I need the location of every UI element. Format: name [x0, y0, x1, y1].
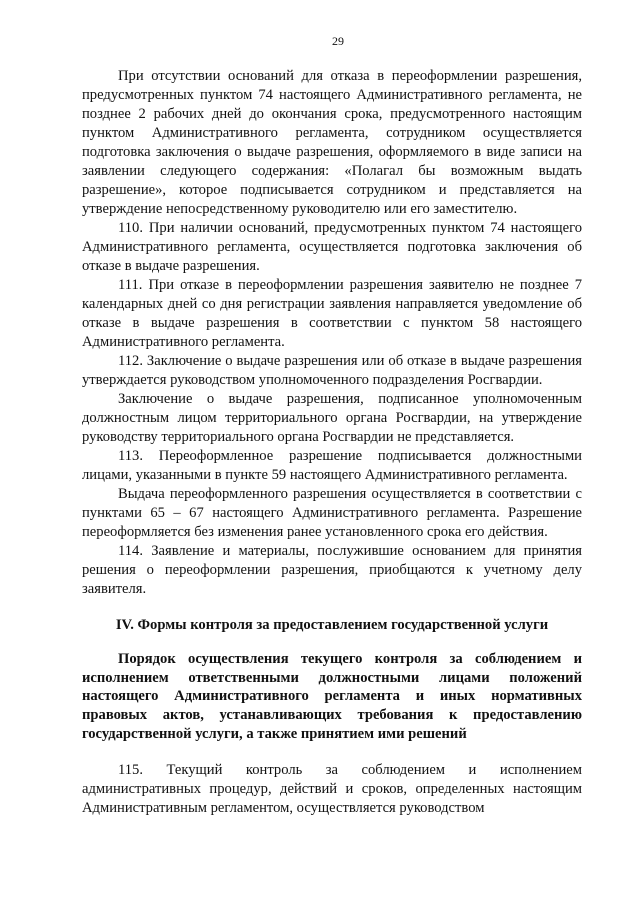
paragraph-112: 112. Заключение о выдаче разрешения или об отказе в выдаче разрешения утверждается руководством уполномоченного подразделения Росгвардии. — [82, 353, 582, 388]
paragraph-refusal-absence: При отсутствии оснований для отказа в переоформлении разрешения, предусмотренных пунктом 74 настоящего Административного регламента, не позднее 2 рабочих дней до окончания срока, предусмотренного настоящим пунктом Административного регламента, сотрудником осуществляется подготовка заключения о выдаче разрешения, оформляемого в виде записи на заявлении следующего содержания: «Полагал бы возможным выдать разрешение», которое подписывается сотрудником и представляется на утверждение непосредственному руководителю или его заместителю. — [82, 68, 582, 217]
paragraph-113: 113. Переоформленное разрешение подписывается должностными лицами, указанными в пункте 59 настоящего Административного регламента. — [82, 448, 582, 483]
paragraph-114: 114. Заявление и материалы, послужившие основанием для принятия решения о переоформлении разрешения, приобщаются к учетному делу заявителя. — [82, 543, 582, 597]
subsection-heading: Порядок осуществления текущего контроля за соблюдением и исполнением ответственными должностными лицами положений настоящего Административного регламента и иных нормативных правовых актов, устанавливающих требования к предоставлению государственной услуги, а также принятием ими решений — [82, 651, 582, 742]
paragraph-115: 115. Текущий контроль за соблюдением и исполнением административных процедур, действий и сроков, определенных настоящим Административным регламентом, осуществляется руководством — [82, 761, 582, 816]
paragraph-110: 110. При наличии оснований, предусмотренных пунктом 74 настоящего Административного регламента, осуществляется подготовка заключения об отказе в выдаче разрешения. — [82, 220, 582, 274]
paragraph-112-conclusion: Заключение о выдаче разрешения, подписанное уполномоченным должностным лицом территориального органа Росгвардии, на утверждение руководству территориального органа Росгвардии не представляется. — [82, 391, 582, 445]
section-heading: IV. Формы контроля за предоставлением государственной услуги — [115, 617, 549, 633]
paragraph-113-issuance: Выдача переоформленного разрешения осуществляется в соответствии с пунктами 65 – 67 настоящего Административного регламента. Разрешение переоформляется без изменения ранее установленного срока его действия. — [82, 486, 582, 540]
page-number: 29 — [332, 34, 344, 48]
paragraph-111: 111. При отказе в переоформлении разрешения заявителю не позднее 7 календарных дней со дня регистрации заявления направляется уведомление об отказе в выдаче разрешения в соответствии с пунктом 58 настоящего Административного регламента. — [82, 277, 582, 350]
